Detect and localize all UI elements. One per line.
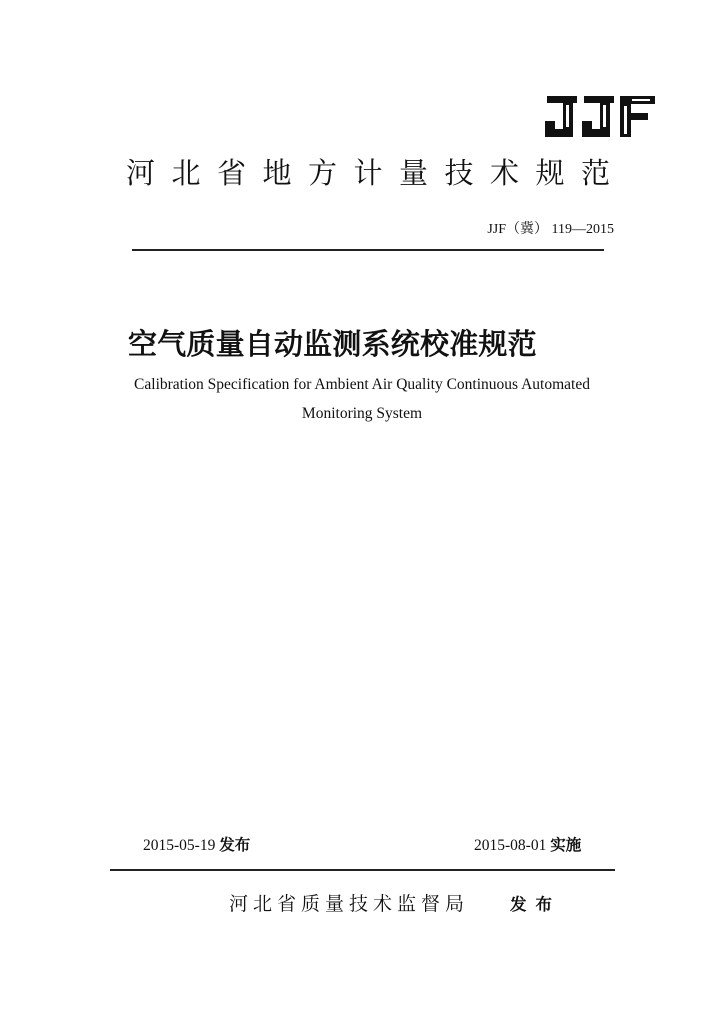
- issue-label: 发布: [219, 836, 251, 854]
- title-english-line-1: Calibration Specification for Ambient Air Quality Continuous Automated: [134, 376, 590, 393]
- title-english-line-2: Monitoring System: [301, 405, 423, 422]
- jjf-logo-icon: [542, 94, 658, 140]
- issue-date: 2015-05-19: [143, 837, 216, 854]
- publisher-name: 河北省质量技术监督局: [229, 893, 470, 915]
- implementation-date-block: [474, 833, 581, 855]
- implementation-date: 2015-08-01: [474, 837, 547, 854]
- implementation-label: 实施: [550, 836, 582, 854]
- publish-label: 发布: [510, 895, 561, 914]
- series-title: 河北省地方计量技术规范: [126, 156, 627, 190]
- document-number: JJF（冀） 119—2015: [487, 222, 614, 237]
- title-chinese: 空气质量自动监测系统校准规范: [128, 327, 537, 361]
- issue-date-block: [143, 833, 250, 855]
- top-divider: [132, 249, 604, 251]
- bottom-divider: [110, 869, 615, 871]
- title-english: [60, 370, 664, 428]
